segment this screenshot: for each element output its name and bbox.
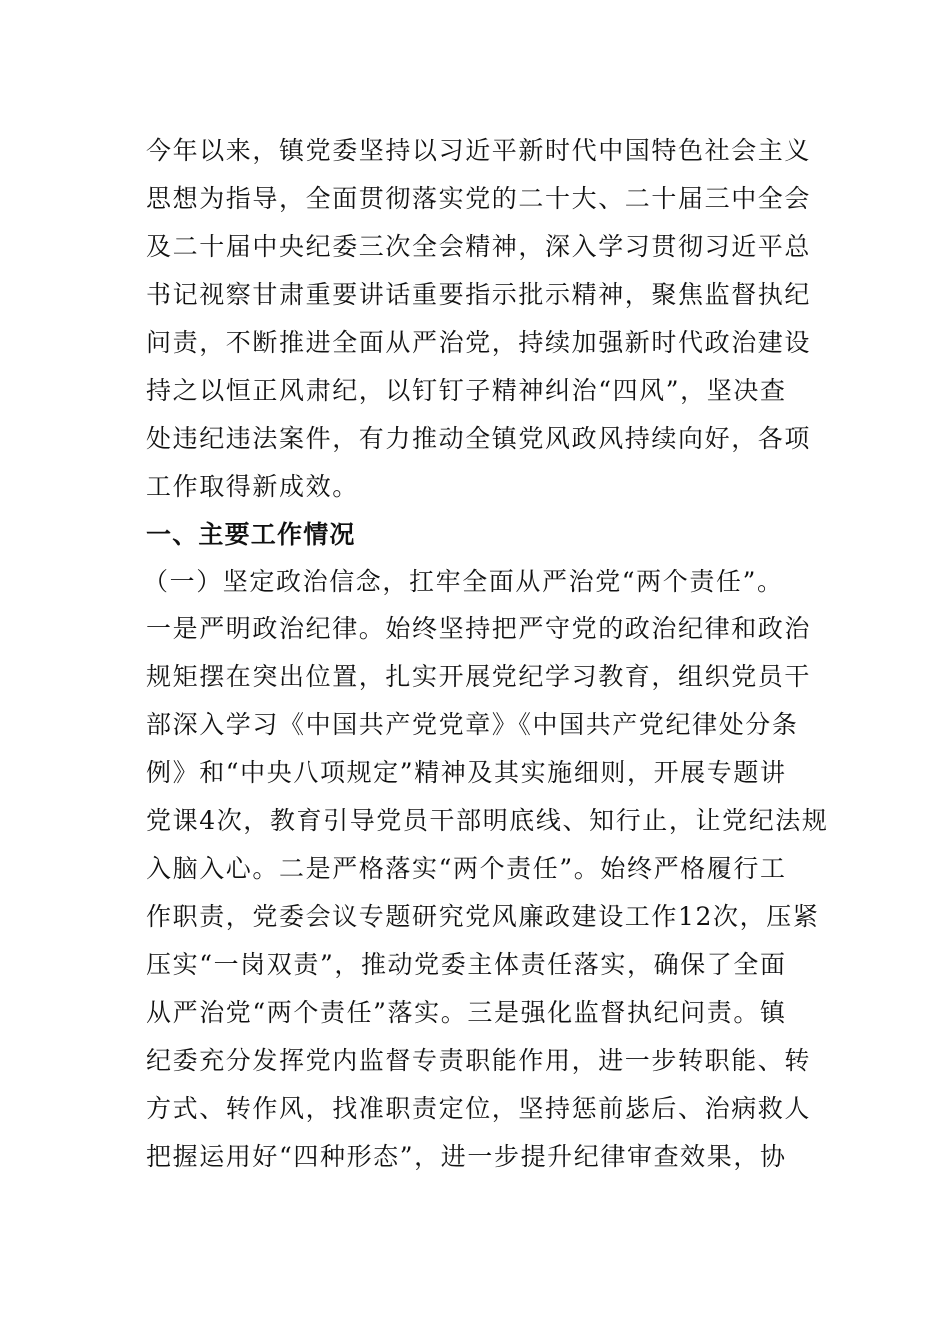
- intro-line-4: 书记视察甘肃重要讲话重要指示批示精神，聚焦监督执纪: [146, 280, 812, 309]
- body-line-4: 例》和“中央八项规定”精神及其实施细则，开展专题讲: [146, 758, 787, 787]
- section-heading: 一、主要工作情况: [146, 520, 356, 549]
- body-line-7: 作职责，党委会议专题研究党风廉政建设工作12次，压紧: [146, 902, 820, 931]
- intro-line-8: 工作取得新成效。: [146, 472, 359, 501]
- body-line-12: 把握运用好“四种形态”，进一步提升纪律审查效果，协: [146, 1142, 787, 1171]
- body-line-8: 压实“一岗双责”，推动党委主体责任落实，确保了全面: [146, 950, 787, 979]
- intro-line-2: 思想为指导，全面贯彻落实党的二十大、二十届三中全会: [146, 184, 812, 213]
- intro-line-3: 及二十届中央纪委三次全会精神，深入学习贯彻习近平总: [146, 232, 812, 261]
- body-line-2: 规矩摆在突出位置，扎实开展党纪学习教育，组织党员干: [146, 662, 812, 691]
- body-line-5: 党课4次，教育引导党员干部明底线、知行止，让党纪法规: [146, 806, 829, 835]
- intro-line-5: 问责，不断推进全面从严治党，持续加强新时代政治建设: [146, 328, 812, 357]
- intro-line-7: 处违纪违法案件，有力推动全镇党风政风持续向好，各项: [146, 424, 812, 453]
- subsection-heading: （一）坚定政治信念，扛牢全面从严治党“两个责任”。: [143, 567, 784, 596]
- body-line-10: 纪委充分发挥党内监督专责职能作用，进一步转职能、转: [146, 1046, 812, 1075]
- body-line-9: 从严治党“两个责任”落实。三是强化监督执纪问责。镇: [146, 998, 787, 1027]
- intro-line-6: 持之以恒正风肃纪，以钉钉子精神纠治“四风”，坚决查: [146, 376, 787, 405]
- body-line-6: 入脑入心。二是严格落实“两个责任”。始终严格履行工: [146, 854, 787, 883]
- body-line-11: 方式、转作风，找准职责定位，坚持惩前毖后、治病救人: [146, 1094, 812, 1123]
- body-line-3: 部深入学习《中国共产党党章》《中国共产党纪律处分条: [146, 710, 799, 739]
- intro-line-1: 今年以来，镇党委坚持以习近平新时代中国特色社会主义: [146, 136, 812, 165]
- body-line-1: 一是严明政治纪律。始终坚持把严守党的政治纪律和政治: [146, 614, 812, 643]
